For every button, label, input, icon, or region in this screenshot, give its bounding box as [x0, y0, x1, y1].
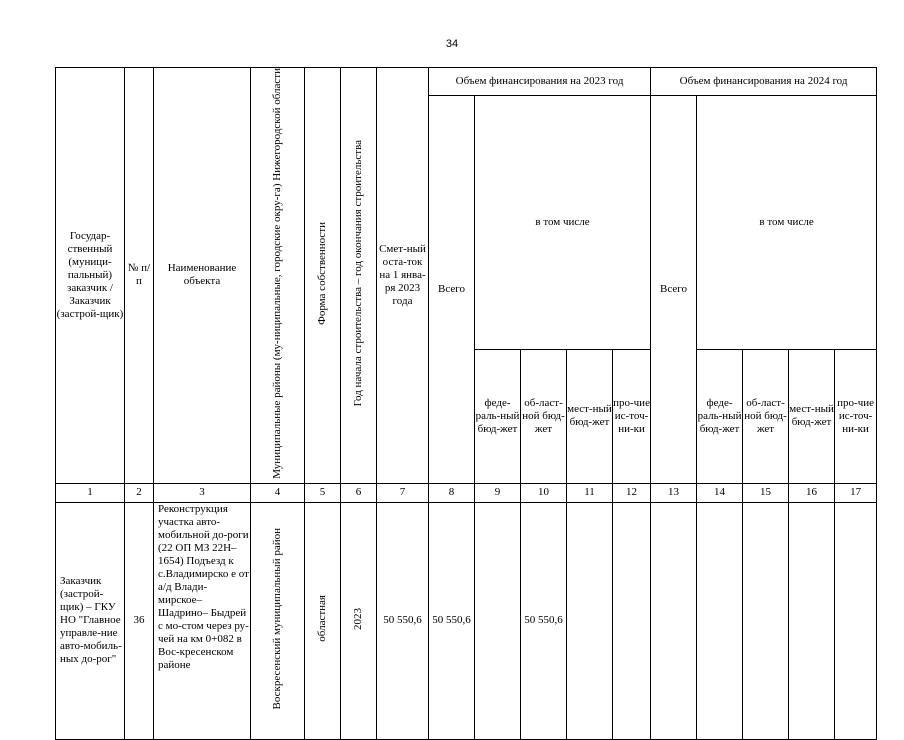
column-number-row	[56, 483, 877, 502]
cell-object: Реконструкция участка авто-мобильной до-роги (22 ОП МЗ 22Н–1654) Подъезд к с.Владимирско е от а/д Влади-мирское– Шадрино– Быдрей с мо-стом через ру-чей на км 0+082 в Вос-кресенском районе	[154, 502, 251, 739]
col-num-13: 13	[651, 483, 697, 502]
cell-local-2023	[567, 502, 613, 739]
financing-table	[55, 67, 877, 740]
cell-local-2024	[789, 502, 835, 739]
col-num-4: 4	[251, 483, 305, 502]
col-num-12: 12	[613, 483, 651, 502]
header-including-2024: в том числе	[697, 96, 877, 350]
header-federal-2024: феде-раль-ный бюд-жет	[697, 349, 743, 483]
header-fin-2024: Объем финансирования на 2024 год	[651, 68, 877, 96]
cell-balance: 50 550,6	[377, 502, 429, 739]
header-object-name: Наименование объекта	[154, 68, 251, 484]
header-balance: Смет-ный оста-ток на 1 янва-ря 2023 года	[377, 68, 429, 484]
cell-district: Воскресенский муниципальный район	[251, 502, 305, 739]
cell-ownership: областная	[305, 502, 341, 739]
col-num-3: 3	[154, 483, 251, 502]
header-other-2024: про-чие ис-точ-ни-ки	[835, 349, 877, 483]
col-num-6: 6	[341, 483, 377, 502]
cell-num: 36	[125, 502, 154, 739]
cell-federal-2023	[475, 502, 521, 739]
header-local-2023: мест-ный бюд-жет	[567, 349, 613, 483]
header-ownership: Форма собственности	[305, 68, 341, 484]
header-local-2024: мест-ный бюд-жет	[789, 349, 835, 483]
col-num-14: 14	[697, 483, 743, 502]
header-total-2023: Всего	[429, 96, 475, 484]
col-num-11: 11	[567, 483, 613, 502]
header-including-2023: в том числе	[475, 96, 651, 350]
header-districts: Муниципальные районы (му-ниципальные, городские окру-га) Нижегородской области	[251, 68, 305, 484]
cell-federal-2024	[697, 502, 743, 739]
col-num-9: 9	[475, 483, 521, 502]
col-num-10: 10	[521, 483, 567, 502]
col-num-1: 1	[56, 483, 125, 502]
header-regional-2024: об-ласт-ной бюд-жет	[743, 349, 789, 483]
header-regional-2023: об-ласт-ной бюд-жет	[521, 349, 567, 483]
cell-other-2024	[835, 502, 877, 739]
page-number: 34	[445, 38, 459, 50]
col-num-8: 8	[429, 483, 475, 502]
header-years: Год начала строительства – год окончания строительства	[341, 68, 377, 484]
col-num-2: 2	[125, 483, 154, 502]
header-total-2024: Всего	[651, 96, 697, 484]
cell-customer: Заказчик (застрой-щик) – ГКУ НО "Главное управле-ние авто-мобиль-ных до-рог"	[56, 502, 125, 739]
col-num-17: 17	[835, 483, 877, 502]
col-num-15: 15	[743, 483, 789, 502]
header-federal-2023: феде-раль-ный бюд-жет	[475, 349, 521, 483]
table-row	[56, 502, 877, 739]
col-num-5: 5	[305, 483, 341, 502]
header-other-2023: про-чие ис-точ-ни-ки	[613, 349, 651, 483]
col-num-16: 16	[789, 483, 835, 502]
cell-total-2024	[651, 502, 697, 739]
cell-regional-2024	[743, 502, 789, 739]
cell-regional-2023: 50 550,6	[521, 502, 567, 739]
header-customer: Государ-ственный (муници-пальный) заказчик / Заказчик (застрой-щик)	[56, 68, 125, 484]
cell-year: 2023	[341, 502, 377, 739]
header-fin-2023: Объем финансирования на 2023 год	[429, 68, 651, 96]
header-num: № п/п	[125, 68, 154, 484]
cell-total-2023: 50 550,6	[429, 502, 475, 739]
cell-other-2023	[613, 502, 651, 739]
col-num-7: 7	[377, 483, 429, 502]
